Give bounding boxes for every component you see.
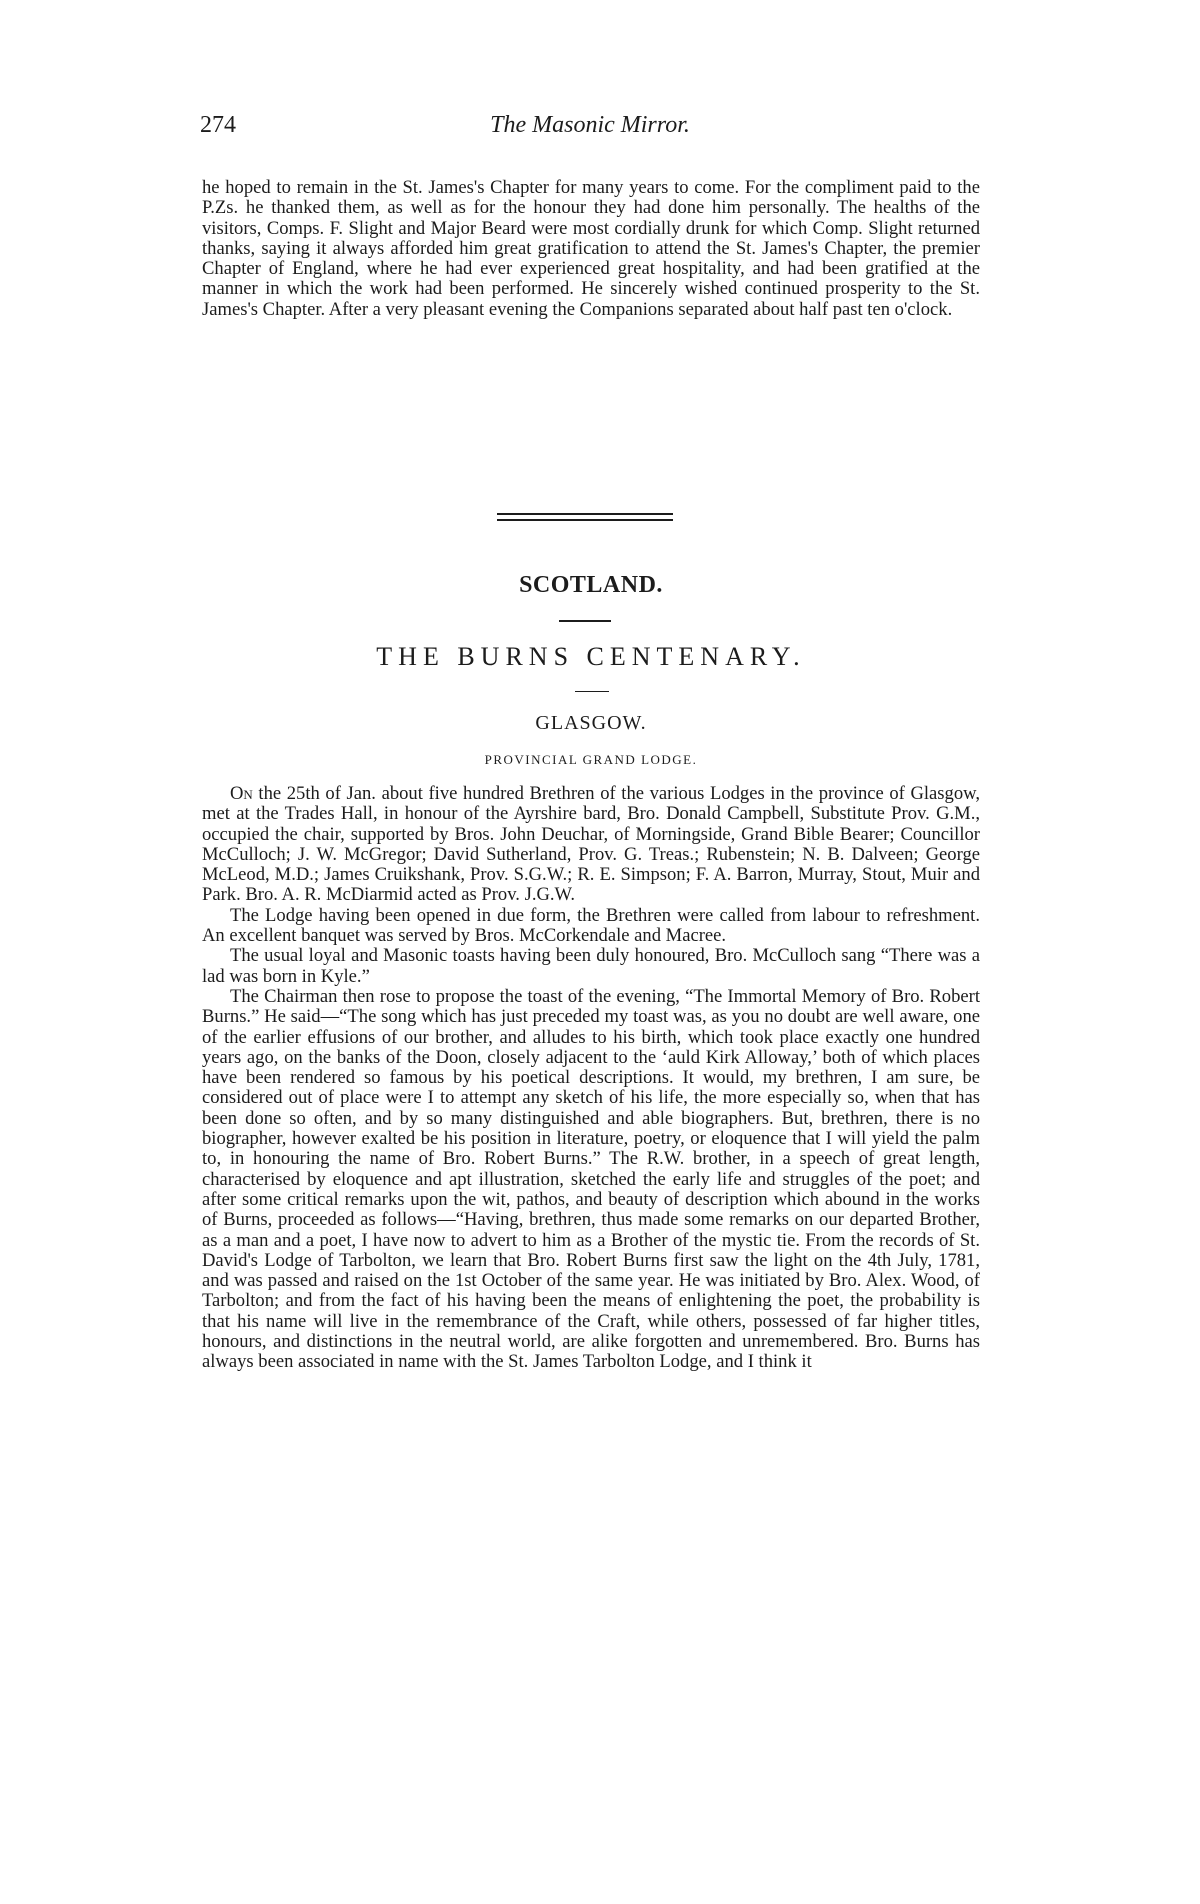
paragraph-1-text: the 25th of Jan. about five hundred Brethren of the various Lodges in the province of Glasgow, met at the Trades Hall, in honour of the Ayrshire bard, Bro. Donald Campbell, Substitute Prov. G.M., occupied the chair, supported by Bros. John Deuchar, of Morningside, Grand Bible Bearer; Councillor McCulloch; J. W. McGregor; David Sutherland, Prov. G. Treas.; Rubenstein; N. B. Dalveen; George McLeod, M.D.; James Cruikshank, Prov. S.G.W.; R. E. Simpson; F. A. Barron, Murray, Stout, Muir and Park. Bro. A. R. McDiarmid acted as Prov. J.G.W. <box>202 783 980 906</box>
article-title: THE BURNS CENTENARY. <box>376 642 806 671</box>
article-body <box>202 784 980 1373</box>
page-header <box>200 112 980 146</box>
article-paragraph-4: The Chairman then rose to propose the toast of the evening, “The Immortal Memory of Bro. Robert Burns.” He said—“The song which has just preceded my toast was, as you no doubt are well aware, one of the earlier effusions of our brother, and alludes to his birth, which took place exactly one hundred years ago, on the banks of the Doon, closely adjacent to the ‘auld Kirk Alloway,’ both of which places have been rendered so famous by his poetical descriptions. It would, my brethren, I am sure, be considered out of place were I to attempt any sketch of his life, the more especially so, when that has been done so often, and by so many distinguished and able biographers. But, brethren, there is no biographer, however exalted be his position in literature, poetry, or eloquence that I will yield the palm to, in honouring the name of Bro. Robert Burns.” The R.W. brother, in a speech of great length, characterised by eloquence and apt illustration, sketched the early life and struggles of the poet; and after some critical remarks upon the wit, pathos, and beauty of description which abound in the works of Burns, proceeded as follows—“Having, brethren, thus made some remarks on our departed Brother, as a man and a poet, I have now to advert to him as a Brother of the mystic tie. From the records of St. David's Lodge of Tarbolton, we learn that Bro. Robert Burns first saw the light on the 4th July, 1781, and was passed and raised on the 1st October of the same year. He was initiated by Bro. Alex. Wood, of Tarbolton; and from the fact of his having been the means of enlightening the poet, the probability is that his name will live in the remembrance of the Craft, while others, possessed of far higher titles, honours, and distinctions in the neutral world, are alike forgotten and unremembered. Bro. Burns has always been associated in name with the St. James Tarbolton Lodge, and I think it <box>202 985 980 1373</box>
section-divider <box>497 513 673 521</box>
lead-word: On <box>230 783 253 804</box>
title-rule <box>559 620 611 622</box>
page-number: 274 <box>200 112 236 138</box>
subtitle-rule <box>575 691 609 692</box>
article-paragraph-3: The usual loyal and Masonic toasts having been duly honoured, Bro. McCulloch sang “There was a lad was born in Kyle.” <box>202 945 980 987</box>
running-title: The Masonic Mirror. <box>490 112 690 138</box>
place-heading: GLASGOW. <box>535 712 647 734</box>
intro-column <box>202 178 980 320</box>
sub-heading: PROVINCIAL GRAND LODGE. <box>484 752 698 767</box>
intro-paragraph: he hoped to remain in the St. James's Chapter for many years to come. For the compliment paid to the P.Zs. he thanked them, as well as for the honour they had done him personally. The healths of the visitors, Comps. F. Slight and Major Beard were most cordially drunk for which Comp. Slight returned thanks, saying it always afforded him great gratification to attend the St. James's Chapter, the premier Chapter of England, where he had ever experienced great hospitality, and had been gratified at the manner in which the work had been performed. He sincerely wished continued prosperity to the St. James's Chapter. After a very pleasant evening the Companions separated about half past ten o'clock. <box>202 177 980 320</box>
article-paragraph-2: The Lodge having been opened in due form, the Brethren were called from labour to refreshment. An excellent banquet was served by Bros. McCorkendale and Macree. <box>202 904 980 947</box>
section-title: SCOTLAND. <box>519 572 663 598</box>
article-paragraph-1 <box>202 784 980 906</box>
